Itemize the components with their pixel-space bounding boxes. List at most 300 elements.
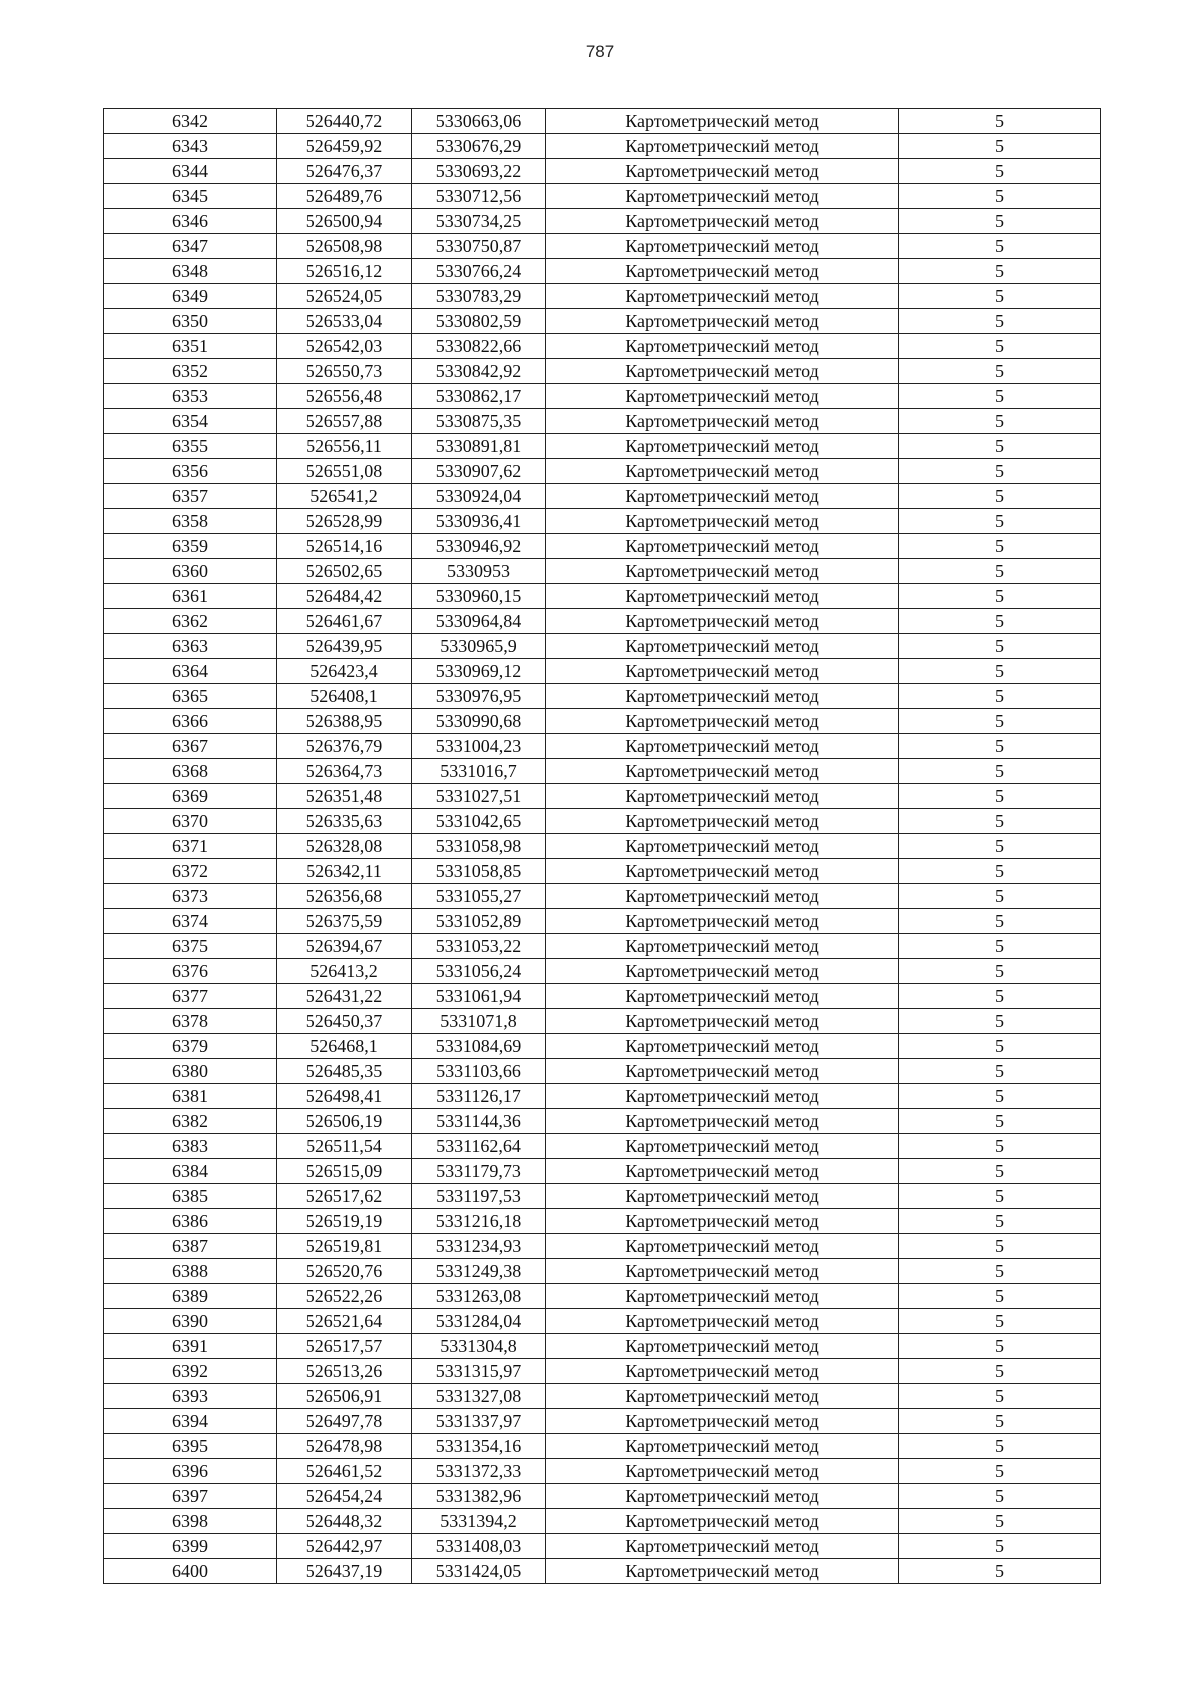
accuracy-cell: 5 bbox=[899, 1134, 1101, 1159]
method-cell: Картометрический метод bbox=[546, 809, 899, 834]
table-row bbox=[104, 1059, 1101, 1084]
point-number-cell: 6389 bbox=[104, 1284, 277, 1309]
method-cell: Картометрический метод bbox=[546, 109, 899, 134]
point-number-cell: 6373 bbox=[104, 884, 277, 909]
accuracy-cell: 5 bbox=[899, 1534, 1101, 1559]
method-cell: Картометрический метод bbox=[546, 559, 899, 584]
point-number-cell: 6390 bbox=[104, 1309, 277, 1334]
table-row bbox=[104, 1084, 1101, 1109]
method-cell: Картометрический метод bbox=[546, 884, 899, 909]
method-cell: Картометрический метод bbox=[546, 1459, 899, 1484]
point-number-cell: 6360 bbox=[104, 559, 277, 584]
accuracy-cell: 5 bbox=[899, 1009, 1101, 1034]
y-coordinate-cell: 5331382,96 bbox=[412, 1484, 546, 1509]
point-number-cell: 6352 bbox=[104, 359, 277, 384]
y-coordinate-cell: 5330990,68 bbox=[412, 709, 546, 734]
table-row bbox=[104, 1209, 1101, 1234]
accuracy-cell: 5 bbox=[899, 259, 1101, 284]
method-cell: Картометрический метод bbox=[546, 534, 899, 559]
method-cell: Картометрический метод bbox=[546, 834, 899, 859]
point-number-cell: 6368 bbox=[104, 759, 277, 784]
x-coordinate-cell: 526484,42 bbox=[277, 584, 412, 609]
table-row bbox=[104, 509, 1101, 534]
method-cell: Картометрический метод bbox=[546, 384, 899, 409]
method-cell: Картометрический метод bbox=[546, 984, 899, 1009]
method-cell: Картометрический метод bbox=[546, 1284, 899, 1309]
point-number-cell: 6398 bbox=[104, 1509, 277, 1534]
y-coordinate-cell: 5330875,35 bbox=[412, 409, 546, 434]
point-number-cell: 6370 bbox=[104, 809, 277, 834]
table-row bbox=[104, 309, 1101, 334]
method-cell: Картометрический метод bbox=[546, 309, 899, 334]
accuracy-cell: 5 bbox=[899, 109, 1101, 134]
point-number-cell: 6385 bbox=[104, 1184, 277, 1209]
point-number-cell: 6383 bbox=[104, 1134, 277, 1159]
point-number-cell: 6353 bbox=[104, 384, 277, 409]
point-number-cell: 6384 bbox=[104, 1159, 277, 1184]
y-coordinate-cell: 5331304,8 bbox=[412, 1334, 546, 1359]
x-coordinate-cell: 526485,35 bbox=[277, 1059, 412, 1084]
y-coordinate-cell: 5331284,04 bbox=[412, 1309, 546, 1334]
accuracy-cell: 5 bbox=[899, 909, 1101, 934]
point-number-cell: 6394 bbox=[104, 1409, 277, 1434]
method-cell: Картометрический метод bbox=[546, 1109, 899, 1134]
table-row bbox=[104, 284, 1101, 309]
x-coordinate-cell: 526413,2 bbox=[277, 959, 412, 984]
accuracy-cell: 5 bbox=[899, 859, 1101, 884]
table-row bbox=[104, 184, 1101, 209]
accuracy-cell: 5 bbox=[899, 534, 1101, 559]
y-coordinate-cell: 5331249,38 bbox=[412, 1259, 546, 1284]
accuracy-cell: 5 bbox=[899, 559, 1101, 584]
accuracy-cell: 5 bbox=[899, 1359, 1101, 1384]
table-row bbox=[104, 709, 1101, 734]
point-number-cell: 6395 bbox=[104, 1434, 277, 1459]
x-coordinate-cell: 526519,19 bbox=[277, 1209, 412, 1234]
point-number-cell: 6354 bbox=[104, 409, 277, 434]
accuracy-cell: 5 bbox=[899, 1159, 1101, 1184]
method-cell: Картометрический метод bbox=[546, 1059, 899, 1084]
table-row bbox=[104, 634, 1101, 659]
accuracy-cell: 5 bbox=[899, 484, 1101, 509]
y-coordinate-cell: 5331126,17 bbox=[412, 1084, 546, 1109]
method-cell: Картометрический метод bbox=[546, 634, 899, 659]
method-cell: Картометрический метод bbox=[546, 609, 899, 634]
x-coordinate-cell: 526364,73 bbox=[277, 759, 412, 784]
point-number-cell: 6387 bbox=[104, 1234, 277, 1259]
y-coordinate-cell: 5331042,65 bbox=[412, 809, 546, 834]
y-coordinate-cell: 5331052,89 bbox=[412, 909, 546, 934]
table-row bbox=[104, 334, 1101, 359]
table-row bbox=[104, 1159, 1101, 1184]
table-row bbox=[104, 1134, 1101, 1159]
table-row bbox=[104, 134, 1101, 159]
point-number-cell: 6349 bbox=[104, 284, 277, 309]
x-coordinate-cell: 526423,4 bbox=[277, 659, 412, 684]
table-row bbox=[104, 934, 1101, 959]
point-number-cell: 6356 bbox=[104, 459, 277, 484]
accuracy-cell: 5 bbox=[899, 834, 1101, 859]
table-row bbox=[104, 659, 1101, 684]
y-coordinate-cell: 5331372,33 bbox=[412, 1459, 546, 1484]
accuracy-cell: 5 bbox=[899, 1509, 1101, 1534]
x-coordinate-cell: 526437,19 bbox=[277, 1559, 412, 1584]
y-coordinate-cell: 5330946,92 bbox=[412, 534, 546, 559]
point-number-cell: 6381 bbox=[104, 1084, 277, 1109]
x-coordinate-cell: 526516,12 bbox=[277, 259, 412, 284]
x-coordinate-cell: 526521,64 bbox=[277, 1309, 412, 1334]
y-coordinate-cell: 5330734,25 bbox=[412, 209, 546, 234]
x-coordinate-cell: 526506,19 bbox=[277, 1109, 412, 1134]
method-cell: Картометрический метод bbox=[546, 1009, 899, 1034]
x-coordinate-cell: 526351,48 bbox=[277, 784, 412, 809]
coordinates-table bbox=[103, 108, 1101, 1584]
x-coordinate-cell: 526388,95 bbox=[277, 709, 412, 734]
accuracy-cell: 5 bbox=[899, 159, 1101, 184]
table-row bbox=[104, 359, 1101, 384]
method-cell: Картометрический метод bbox=[546, 134, 899, 159]
x-coordinate-cell: 526448,32 bbox=[277, 1509, 412, 1534]
y-coordinate-cell: 5331103,66 bbox=[412, 1059, 546, 1084]
accuracy-cell: 5 bbox=[899, 1334, 1101, 1359]
y-coordinate-cell: 5330862,17 bbox=[412, 384, 546, 409]
point-number-cell: 6382 bbox=[104, 1109, 277, 1134]
table-row bbox=[104, 1534, 1101, 1559]
accuracy-cell: 5 bbox=[899, 1259, 1101, 1284]
y-coordinate-cell: 5330891,81 bbox=[412, 434, 546, 459]
accuracy-cell: 5 bbox=[899, 1084, 1101, 1109]
table-row bbox=[104, 759, 1101, 784]
y-coordinate-cell: 5331004,23 bbox=[412, 734, 546, 759]
method-cell: Картометрический метод bbox=[546, 434, 899, 459]
x-coordinate-cell: 526533,04 bbox=[277, 309, 412, 334]
point-number-cell: 6399 bbox=[104, 1534, 277, 1559]
point-number-cell: 6359 bbox=[104, 534, 277, 559]
point-number-cell: 6371 bbox=[104, 834, 277, 859]
accuracy-cell: 5 bbox=[899, 1409, 1101, 1434]
x-coordinate-cell: 526478,98 bbox=[277, 1434, 412, 1459]
accuracy-cell: 5 bbox=[899, 1284, 1101, 1309]
accuracy-cell: 5 bbox=[899, 1034, 1101, 1059]
y-coordinate-cell: 5330693,22 bbox=[412, 159, 546, 184]
x-coordinate-cell: 526522,26 bbox=[277, 1284, 412, 1309]
y-coordinate-cell: 5331408,03 bbox=[412, 1534, 546, 1559]
point-number-cell: 6376 bbox=[104, 959, 277, 984]
accuracy-cell: 5 bbox=[899, 584, 1101, 609]
point-number-cell: 6342 bbox=[104, 109, 277, 134]
x-coordinate-cell: 526524,05 bbox=[277, 284, 412, 309]
y-coordinate-cell: 5331394,2 bbox=[412, 1509, 546, 1534]
y-coordinate-cell: 5331055,27 bbox=[412, 884, 546, 909]
accuracy-cell: 5 bbox=[899, 1384, 1101, 1409]
method-cell: Картометрический метод bbox=[546, 1559, 899, 1584]
point-number-cell: 6396 bbox=[104, 1459, 277, 1484]
y-coordinate-cell: 5330783,29 bbox=[412, 284, 546, 309]
point-number-cell: 6388 bbox=[104, 1259, 277, 1284]
table-row bbox=[104, 484, 1101, 509]
method-cell: Картометрический метод bbox=[546, 159, 899, 184]
table-row bbox=[104, 1009, 1101, 1034]
point-number-cell: 6391 bbox=[104, 1334, 277, 1359]
table-row bbox=[104, 1259, 1101, 1284]
method-cell: Картометрический метод bbox=[546, 909, 899, 934]
y-coordinate-cell: 5331144,36 bbox=[412, 1109, 546, 1134]
y-coordinate-cell: 5331263,08 bbox=[412, 1284, 546, 1309]
method-cell: Картометрический метод bbox=[546, 1534, 899, 1559]
point-number-cell: 6361 bbox=[104, 584, 277, 609]
method-cell: Картометрический метод bbox=[546, 659, 899, 684]
x-coordinate-cell: 526502,65 bbox=[277, 559, 412, 584]
accuracy-cell: 5 bbox=[899, 384, 1101, 409]
method-cell: Картометрический метод bbox=[546, 784, 899, 809]
accuracy-cell: 5 bbox=[899, 509, 1101, 534]
accuracy-cell: 5 bbox=[899, 1209, 1101, 1234]
method-cell: Картометрический метод bbox=[546, 734, 899, 759]
table-row bbox=[104, 959, 1101, 984]
y-coordinate-cell: 5330907,62 bbox=[412, 459, 546, 484]
x-coordinate-cell: 526489,76 bbox=[277, 184, 412, 209]
y-coordinate-cell: 5331162,64 bbox=[412, 1134, 546, 1159]
accuracy-cell: 5 bbox=[899, 884, 1101, 909]
accuracy-cell: 5 bbox=[899, 409, 1101, 434]
x-coordinate-cell: 526328,08 bbox=[277, 834, 412, 859]
x-coordinate-cell: 526461,52 bbox=[277, 1459, 412, 1484]
table-row bbox=[104, 434, 1101, 459]
point-number-cell: 6348 bbox=[104, 259, 277, 284]
accuracy-cell: 5 bbox=[899, 709, 1101, 734]
accuracy-cell: 5 bbox=[899, 984, 1101, 1009]
x-coordinate-cell: 526514,16 bbox=[277, 534, 412, 559]
accuracy-cell: 5 bbox=[899, 784, 1101, 809]
y-coordinate-cell: 5331071,8 bbox=[412, 1009, 546, 1034]
table-row bbox=[104, 734, 1101, 759]
y-coordinate-cell: 5331424,05 bbox=[412, 1559, 546, 1584]
point-number-cell: 6358 bbox=[104, 509, 277, 534]
table-row bbox=[104, 534, 1101, 559]
accuracy-cell: 5 bbox=[899, 309, 1101, 334]
x-coordinate-cell: 526517,62 bbox=[277, 1184, 412, 1209]
y-coordinate-cell: 5330969,12 bbox=[412, 659, 546, 684]
x-coordinate-cell: 526342,11 bbox=[277, 859, 412, 884]
method-cell: Картометрический метод bbox=[546, 334, 899, 359]
accuracy-cell: 5 bbox=[899, 459, 1101, 484]
y-coordinate-cell: 5331216,18 bbox=[412, 1209, 546, 1234]
method-cell: Картометрический метод bbox=[546, 1184, 899, 1209]
y-coordinate-cell: 5331179,73 bbox=[412, 1159, 546, 1184]
table-row bbox=[104, 684, 1101, 709]
accuracy-cell: 5 bbox=[899, 1184, 1101, 1209]
method-cell: Картометрический метод bbox=[546, 709, 899, 734]
accuracy-cell: 5 bbox=[899, 634, 1101, 659]
accuracy-cell: 5 bbox=[899, 334, 1101, 359]
method-cell: Картометрический метод bbox=[546, 459, 899, 484]
y-coordinate-cell: 5330676,29 bbox=[412, 134, 546, 159]
method-cell: Картометрический метод bbox=[546, 1434, 899, 1459]
point-number-cell: 6355 bbox=[104, 434, 277, 459]
x-coordinate-cell: 526376,79 bbox=[277, 734, 412, 759]
x-coordinate-cell: 526394,67 bbox=[277, 934, 412, 959]
table-row bbox=[104, 234, 1101, 259]
accuracy-cell: 5 bbox=[899, 1559, 1101, 1584]
table-row bbox=[104, 809, 1101, 834]
method-cell: Картометрический метод bbox=[546, 584, 899, 609]
table-row bbox=[104, 1184, 1101, 1209]
table-row bbox=[104, 159, 1101, 184]
x-coordinate-cell: 526476,37 bbox=[277, 159, 412, 184]
point-number-cell: 6393 bbox=[104, 1384, 277, 1409]
x-coordinate-cell: 526551,08 bbox=[277, 459, 412, 484]
y-coordinate-cell: 5330964,84 bbox=[412, 609, 546, 634]
x-coordinate-cell: 526375,59 bbox=[277, 909, 412, 934]
accuracy-cell: 5 bbox=[899, 134, 1101, 159]
method-cell: Картометрический метод bbox=[546, 1509, 899, 1534]
accuracy-cell: 5 bbox=[899, 934, 1101, 959]
accuracy-cell: 5 bbox=[899, 284, 1101, 309]
table-row bbox=[104, 1484, 1101, 1509]
y-coordinate-cell: 5330953 bbox=[412, 559, 546, 584]
point-number-cell: 6345 bbox=[104, 184, 277, 209]
point-number-cell: 6374 bbox=[104, 909, 277, 934]
y-coordinate-cell: 5330802,59 bbox=[412, 309, 546, 334]
method-cell: Картометрический метод bbox=[546, 1409, 899, 1434]
table-row bbox=[104, 1459, 1101, 1484]
y-coordinate-cell: 5331016,7 bbox=[412, 759, 546, 784]
point-number-cell: 6344 bbox=[104, 159, 277, 184]
method-cell: Картометрический метод bbox=[546, 409, 899, 434]
table-row bbox=[104, 584, 1101, 609]
point-number-cell: 6357 bbox=[104, 484, 277, 509]
table-row bbox=[104, 1434, 1101, 1459]
x-coordinate-cell: 526450,37 bbox=[277, 1009, 412, 1034]
y-coordinate-cell: 5331354,16 bbox=[412, 1434, 546, 1459]
table-row bbox=[104, 1034, 1101, 1059]
y-coordinate-cell: 5330965,9 bbox=[412, 634, 546, 659]
method-cell: Картометрический метод bbox=[546, 1159, 899, 1184]
y-coordinate-cell: 5331315,97 bbox=[412, 1359, 546, 1384]
x-coordinate-cell: 526454,24 bbox=[277, 1484, 412, 1509]
method-cell: Картометрический метод bbox=[546, 934, 899, 959]
table-row bbox=[104, 1509, 1101, 1534]
point-number-cell: 6343 bbox=[104, 134, 277, 159]
accuracy-cell: 5 bbox=[899, 659, 1101, 684]
accuracy-cell: 5 bbox=[899, 1434, 1101, 1459]
x-coordinate-cell: 526468,1 bbox=[277, 1034, 412, 1059]
point-number-cell: 6378 bbox=[104, 1009, 277, 1034]
method-cell: Картометрический метод bbox=[546, 1084, 899, 1109]
point-number-cell: 6367 bbox=[104, 734, 277, 759]
method-cell: Картометрический метод bbox=[546, 859, 899, 884]
point-number-cell: 6363 bbox=[104, 634, 277, 659]
x-coordinate-cell: 526461,67 bbox=[277, 609, 412, 634]
table-row bbox=[104, 1284, 1101, 1309]
y-coordinate-cell: 5331056,24 bbox=[412, 959, 546, 984]
x-coordinate-cell: 526498,41 bbox=[277, 1084, 412, 1109]
table-row bbox=[104, 1559, 1101, 1584]
x-coordinate-cell: 526439,95 bbox=[277, 634, 412, 659]
accuracy-cell: 5 bbox=[899, 1234, 1101, 1259]
table-row bbox=[104, 409, 1101, 434]
method-cell: Картометрический метод bbox=[546, 509, 899, 534]
method-cell: Картометрический метод bbox=[546, 1134, 899, 1159]
method-cell: Картометрический метод bbox=[546, 1259, 899, 1284]
x-coordinate-cell: 526557,88 bbox=[277, 409, 412, 434]
method-cell: Картометрический метод bbox=[546, 1234, 899, 1259]
point-number-cell: 6364 bbox=[104, 659, 277, 684]
method-cell: Картометрический метод bbox=[546, 259, 899, 284]
accuracy-cell: 5 bbox=[899, 209, 1101, 234]
point-number-cell: 6377 bbox=[104, 984, 277, 1009]
table-row bbox=[104, 209, 1101, 234]
y-coordinate-cell: 5330976,95 bbox=[412, 684, 546, 709]
x-coordinate-cell: 526431,22 bbox=[277, 984, 412, 1009]
table-row bbox=[104, 459, 1101, 484]
y-coordinate-cell: 5331337,97 bbox=[412, 1409, 546, 1434]
y-coordinate-cell: 5331234,93 bbox=[412, 1234, 546, 1259]
accuracy-cell: 5 bbox=[899, 809, 1101, 834]
method-cell: Картометрический метод bbox=[546, 1334, 899, 1359]
method-cell: Картометрический метод bbox=[546, 1034, 899, 1059]
method-cell: Картометрический метод bbox=[546, 184, 899, 209]
point-number-cell: 6365 bbox=[104, 684, 277, 709]
accuracy-cell: 5 bbox=[899, 1309, 1101, 1334]
accuracy-cell: 5 bbox=[899, 359, 1101, 384]
table-row bbox=[104, 1359, 1101, 1384]
x-coordinate-cell: 526542,03 bbox=[277, 334, 412, 359]
method-cell: Картометрический метод bbox=[546, 284, 899, 309]
point-number-cell: 6400 bbox=[104, 1559, 277, 1584]
y-coordinate-cell: 5331027,51 bbox=[412, 784, 546, 809]
method-cell: Картометрический метод bbox=[546, 234, 899, 259]
point-number-cell: 6375 bbox=[104, 934, 277, 959]
table-row bbox=[104, 609, 1101, 634]
x-coordinate-cell: 526506,91 bbox=[277, 1384, 412, 1409]
y-coordinate-cell: 5330822,66 bbox=[412, 334, 546, 359]
x-coordinate-cell: 526519,81 bbox=[277, 1234, 412, 1259]
x-coordinate-cell: 526408,1 bbox=[277, 684, 412, 709]
y-coordinate-cell: 5330750,87 bbox=[412, 234, 546, 259]
x-coordinate-cell: 526335,63 bbox=[277, 809, 412, 834]
x-coordinate-cell: 526515,09 bbox=[277, 1159, 412, 1184]
method-cell: Картометрический метод bbox=[546, 1384, 899, 1409]
table-row bbox=[104, 1234, 1101, 1259]
x-coordinate-cell: 526556,11 bbox=[277, 434, 412, 459]
method-cell: Картометрический метод bbox=[546, 1359, 899, 1384]
method-cell: Картометрический метод bbox=[546, 759, 899, 784]
x-coordinate-cell: 526528,99 bbox=[277, 509, 412, 534]
x-coordinate-cell: 526541,2 bbox=[277, 484, 412, 509]
method-cell: Картометрический метод bbox=[546, 359, 899, 384]
y-coordinate-cell: 5331197,53 bbox=[412, 1184, 546, 1209]
y-coordinate-cell: 5330663,06 bbox=[412, 109, 546, 134]
y-coordinate-cell: 5331058,98 bbox=[412, 834, 546, 859]
accuracy-cell: 5 bbox=[899, 959, 1101, 984]
table-row bbox=[104, 259, 1101, 284]
y-coordinate-cell: 5331058,85 bbox=[412, 859, 546, 884]
x-coordinate-cell: 526517,57 bbox=[277, 1334, 412, 1359]
y-coordinate-cell: 5331084,69 bbox=[412, 1034, 546, 1059]
point-number-cell: 6386 bbox=[104, 1209, 277, 1234]
table-row bbox=[104, 909, 1101, 934]
accuracy-cell: 5 bbox=[899, 1459, 1101, 1484]
table-row bbox=[104, 884, 1101, 909]
x-coordinate-cell: 526440,72 bbox=[277, 109, 412, 134]
y-coordinate-cell: 5331061,94 bbox=[412, 984, 546, 1009]
table-row bbox=[104, 1334, 1101, 1359]
method-cell: Картометрический метод bbox=[546, 209, 899, 234]
method-cell: Картометрический метод bbox=[546, 1209, 899, 1234]
page-number: 787 bbox=[585, 42, 615, 61]
method-cell: Картометрический метод bbox=[546, 959, 899, 984]
